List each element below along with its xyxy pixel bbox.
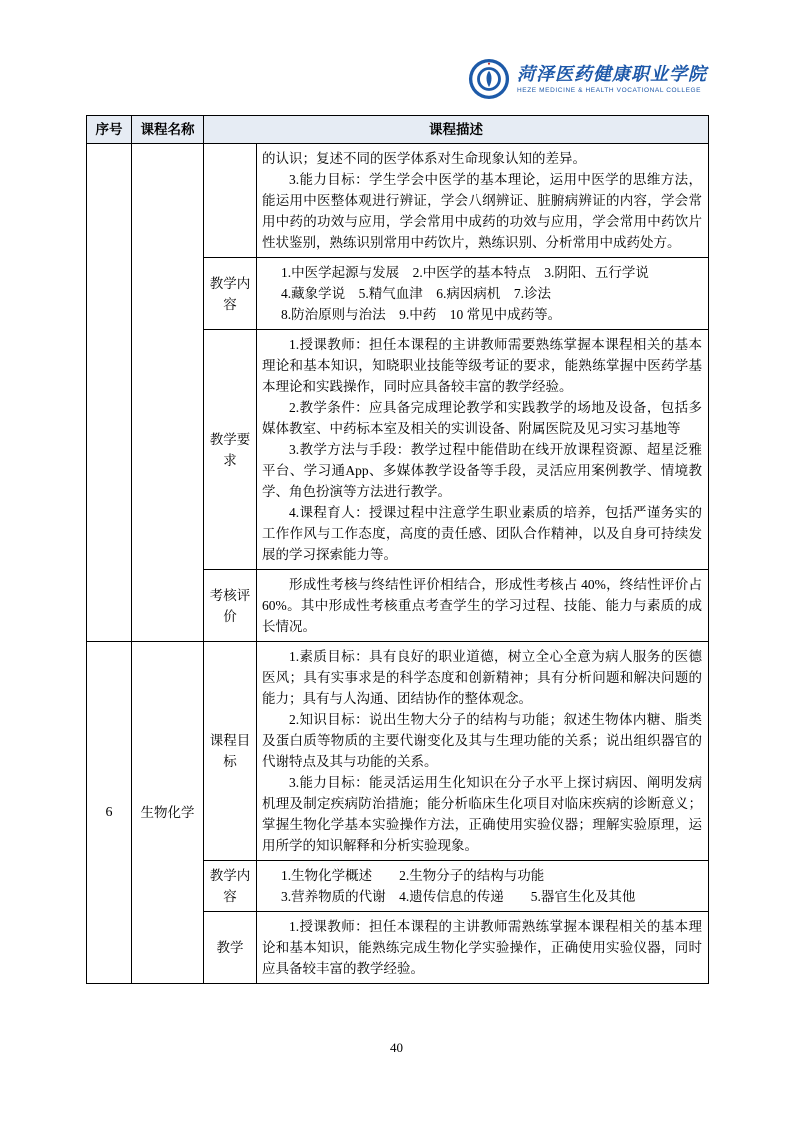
section-label: 考核评价 <box>204 570 257 642</box>
section-row <box>87 144 709 258</box>
college-name-cn: 菏泽医药健康职业学院 <box>517 64 707 85</box>
section-content <box>257 912 709 984</box>
table-header-row <box>87 116 709 144</box>
serial-cell <box>87 144 132 642</box>
section-label: 教学 <box>204 912 257 984</box>
header-course-name: 课程名称 <box>132 116 204 144</box>
section-label: 教学内容 <box>204 258 257 330</box>
content-line: 1.生物化学概述 2.生物分子的结构与功能 <box>281 868 545 883</box>
section-content <box>257 570 709 642</box>
course-name-cell: 生物化学 <box>132 642 204 984</box>
course-description-table <box>86 115 709 984</box>
paragraph: 1.授课教师：担任本课程的主讲教师需熟练掌握本课程相关的基本理论和基本知识，能熟练完成生物化学实验操作，正确使用实验仪器，同时应具备较丰富的教学经验。 <box>262 919 702 976</box>
header-course-description: 课程描述 <box>204 116 709 144</box>
paragraph: 2.知识目标：说出生物大分子的结构与功能；叙述生物体内糖、脂类及蛋白质等物质的主要代谢变化及其与生理功能的关系；说出组织器官的代谢特点及其与功能的关系。 <box>262 712 702 769</box>
header-serial: 序号 <box>87 116 132 144</box>
college-name-en: HEZE MEDICINE & HEALTH VOCATIONAL COLLEGE <box>517 86 702 94</box>
serial-cell: 6 <box>87 642 132 984</box>
course-name-cell <box>132 144 204 642</box>
section-content <box>257 144 709 258</box>
paragraph: 3.能力目标：能灵活运用生化知识在分子水平上探讨病因、阐明发病机理及制定疾病防治措施；能分析临床生化项目对临床疾病的诊断意义；掌握生物化学基本实验操作方法，正确使用实验仪器；理解实验原理，运用所学的知识解释和分析实验现象。 <box>262 775 702 853</box>
paragraph: 2.教学条件：应具备完成理论教学和实践教学的场地及设备，包括多媒体教室、中药标本室及相关的实训设备、附属医院及见习实习基地等 <box>262 400 702 436</box>
paragraph: 3.能力目标：学生学会中医学的基本理论，运用中医学的思维方法，能运用中医整体观进行辨证，学会八纲辨证、脏腑病辨证的内容，学会常用中药的功效与应用，学会常用中成药的功效与应用，学会常用中药饮片性状鉴别，熟练识别常用中药饮片，熟练识别、分析常用中成药处方。 <box>262 172 702 250</box>
section-row <box>87 642 709 861</box>
paragraph: 4.课程育人：授课过程中注意学生职业素质的培养，包括严谨务实的工作作风与工作态度，高度的责任感、团队合作精神，以及自身可持续发展的学习探索能力等。 <box>262 505 702 562</box>
section-content <box>257 258 709 330</box>
paragraph: 1.素质目标：具有良好的职业道德，树立全心全意为病人服务的医德医风；具有实事求是的科学态度和创新精神；具有分析问题和解决问题的能力；具有与人沟通、团结协作的整体观念。 <box>262 649 702 706</box>
paragraph: 3.教学方法与手段：教学过程中能借助在线开放课程资源、超星泛雅平台、学习通App、多媒体教学设备等手段，灵活应用案例教学、情境教学、角色扮演等方法进行教学。 <box>262 442 702 499</box>
section-label: 教学内容 <box>204 861 257 912</box>
paragraph: 1.授课教师：担任本课程的主讲教师需要熟练掌握本课程相关的基本理论和基本知识，知晓职业技能等级考证的要求，能熟练掌握中医药学基本理论和实践操作，同时应具备较丰富的教学经验。 <box>262 337 702 394</box>
paragraph: 的认识；复述不同的医学体系对生命现象认知的差异。 <box>262 151 586 166</box>
section-content <box>257 861 709 912</box>
content-line: 4.藏象学说 5.精气血津 6.病因病机 7.诊法 <box>281 286 551 301</box>
college-name-block <box>517 64 707 94</box>
section-content <box>257 642 709 861</box>
section-label <box>204 144 257 258</box>
college-logo <box>468 58 707 100</box>
content-line: 1.中医学起源与发展 2.中医学的基本特点 3.阴阳、五行学说 <box>281 265 649 280</box>
section-label: 课程目标 <box>204 642 257 861</box>
section-content <box>257 330 709 570</box>
paragraph: 形成性考核与终结性评价相结合，形成性考核占 40%，终结性评价占 60%。其中形成性考核重点考查学生的学习过程、技能、能力与素质的成长情况。 <box>262 577 702 634</box>
college-emblem-icon <box>468 58 510 100</box>
page-number: 40 <box>390 1040 403 1055</box>
content-line: 8.防治原则与治法 9.中药 10 常见中成药等。 <box>281 307 562 322</box>
content-line: 3.营养物质的代谢 4.遗传信息的传递 5.器官生化及其他 <box>281 889 636 904</box>
section-label: 教学要求 <box>204 330 257 570</box>
